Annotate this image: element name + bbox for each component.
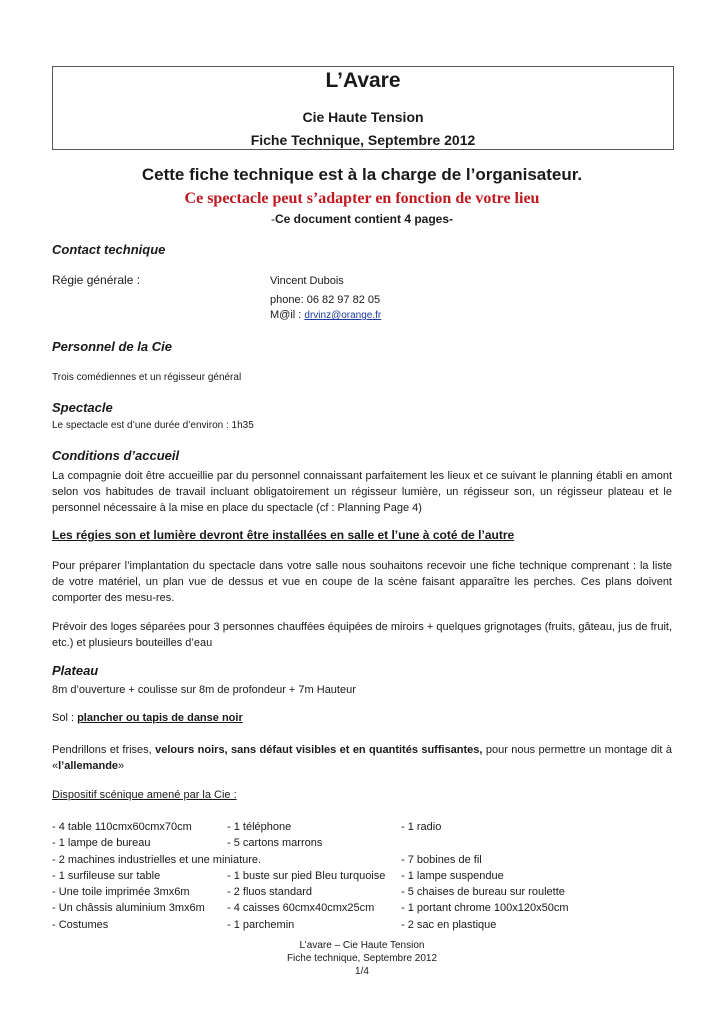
plateau-pendrillons — [52, 742, 672, 774]
dispositif-col-2 — [227, 819, 385, 933]
contact-mail-link[interactable]: drvinz@orange.fr — [304, 310, 382, 321]
dispositif-heading: Dispositif scénique amené par la Cie : — [52, 789, 237, 801]
page-count-prefix: - — [270, 212, 275, 226]
dispositif-item: - 1 radio — [401, 821, 442, 833]
dispositif-item: - 7 bobines de fil — [401, 853, 482, 866]
pend-part-a: Pendrillons et frises, — [52, 744, 156, 756]
dispositif-item: - 4 caisses 60cmx40cmx25cm — [227, 902, 375, 915]
plateau-sol — [52, 712, 243, 724]
regies-heading: Les régies son et lumière devront être installées en salle et l’une à coté de l’autre — [52, 528, 515, 542]
dispositif-item: - 1 lampe de bureau — [52, 837, 151, 850]
dispositif-item: - 1 téléphone — [227, 821, 292, 833]
document-subtitle: Fiche Technique, Septembre 2012 — [250, 132, 476, 148]
dispositif-item: - 5 chaises de bureau sur roulette — [401, 886, 565, 899]
pend-part-d: l’allemande — [58, 760, 119, 772]
header-box — [52, 66, 674, 150]
pend-part-e: » — [118, 760, 125, 772]
regies-para-2: Prévoir des loges séparées pour 3 personnes chauffées équipées de miroirs + quelques grignotages (fruits, gâteau, jus de fruit, etc.) et plusieurs bouteilles d’eau — [52, 621, 672, 649]
dispositif-item — [227, 852, 385, 868]
dispositif-item: - 1 surfileuse sur table — [52, 869, 161, 882]
dispositif-item — [401, 835, 569, 851]
dispositif-item: - 2 sac en plastique — [401, 918, 497, 931]
contact-phone: phone: 06 82 97 82 05 — [270, 294, 381, 306]
dispositif-item: - 2 fluos standard — [227, 886, 312, 899]
contact-role: Régie générale : — [52, 273, 141, 287]
dispositif-item: - 1 parchemin — [227, 918, 295, 931]
contact-mail-row — [270, 309, 381, 321]
document-title: L’Avare — [325, 69, 401, 92]
dispositif-item: - 1 portant chrome 100x120x50cm — [401, 902, 569, 915]
dispositif-item: - 4 table 110cmx60cmx70cm — [52, 821, 192, 833]
company-name: Cie Haute Tension — [302, 109, 424, 125]
page-count-text: Ce document contient 4 pages- — [274, 212, 454, 226]
dispositif-item: - 2 machines industrielles et une miniature. — [52, 853, 262, 866]
dispositif-item: - 1 buste sur pied Bleu turquoise — [227, 869, 386, 882]
responsibility-notice: Cette fiche technique est à la charge de l’organisateur. — [141, 165, 583, 184]
plateau-heading: Plateau — [52, 663, 99, 678]
contact-mail-label: M@il : — [270, 309, 302, 321]
dispositif-col-3 — [401, 819, 569, 933]
dispositif-item: - Costumes — [52, 918, 109, 931]
dispositif-item: - 5 cartons marrons — [227, 837, 323, 850]
footer-line-1: L’avare – Cie Haute Tension — [299, 940, 425, 951]
personnel-heading: Personnel de la Cie — [52, 339, 172, 354]
pend-part-b: velours noirs, sans défaut visibles et en quantités suffisantes, — [155, 744, 483, 756]
pend-part-c: pour nous permettre un montage dit à « — [52, 744, 672, 772]
spectacle-text: Le spectacle est d’une durée d’environ : 1h35 — [52, 420, 254, 431]
footer-line-2: Fiche technique, Septembre 2012 — [286, 953, 438, 964]
spectacle-heading: Spectacle — [52, 400, 113, 415]
regies-para-1: Pour préparer l’implantation du spectacle dans votre salle nous souhaitons recevoir une fiche technique comprenant : la liste de votre matériel, un plan vue de dessus et vue en coupe de la scène faisant apparaître les perches. Ces plans doivent comporter des mesu-res. — [52, 560, 672, 604]
dispositif-item: - Un châssis aluminium 3mx6m — [52, 902, 205, 915]
plateau-dimensions: 8m d’ouverture + coulisse sur 8m de profondeur + 7m Hauteur — [52, 684, 356, 696]
adapt-notice: Ce spectacle peut s’adapter en fonction de votre lieu — [184, 190, 540, 207]
accueil-text: La compagnie doit être accueillie par du personnel connaissant parfaitement les lieux et ce suivant le planning établi en amont selon vos habitudes de travail incluant obligatoirement un régisseur lumière, un régisseur son, un régisseur plateau et le personnel nécessaire à la mise en place du spectacle (cf : Planning Page 4) — [52, 470, 672, 514]
dispositif-item: - Une toile imprimée 3mx6m — [52, 886, 190, 899]
dispositif-item: - 1 lampe suspendue — [401, 869, 504, 882]
plateau-sol-label: Sol : — [52, 712, 78, 724]
page-count-notice — [0, 212, 724, 226]
personnel-text: Trois comédiennes et un régisseur général — [52, 372, 242, 383]
contact-heading: Contact technique — [52, 242, 166, 257]
accueil-heading: Conditions d’accueil — [52, 448, 180, 463]
plateau-sol-value: plancher ou tapis de danse noir — [77, 712, 243, 724]
page-number: 1/4 — [355, 966, 369, 977]
contact-name: Vincent Dubois — [270, 275, 344, 287]
